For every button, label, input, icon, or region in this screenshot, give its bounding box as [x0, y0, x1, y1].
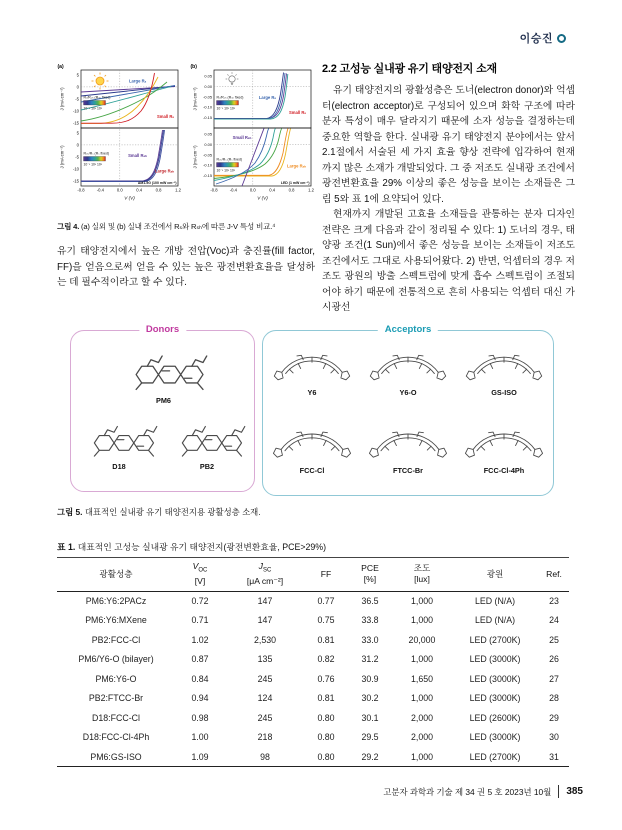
svg-text:5: 5: [76, 72, 79, 78]
svg-text:-0.15: -0.15: [203, 115, 212, 120]
col-pce: PCE [%]: [361, 563, 379, 584]
svg-text:0: 0: [76, 84, 79, 90]
svg-text:10⁻¹ 10¹ 10³: 10⁻¹ 10¹ 10³: [83, 162, 102, 167]
svg-text:-10: -10: [72, 108, 79, 114]
annotation-large-rs: Large Rₛ: [129, 78, 147, 84]
col-light-source: 광원: [486, 568, 504, 579]
svg-text:Rₛ/Rₛₕ (Rₛₕ fixed): Rₛ/Rₛₕ (Rₛₕ fixed): [83, 95, 111, 100]
left-body-text: 유기 태양전지에서 높은 개방 전압(Voc)과 충진률(fill factor, FF)을 얻음으로써 얻을 수 있는 높은 광전변환효율을 달성하는 데 필수적이라고 할 수 있다.: [57, 246, 315, 289]
author-block: [520, 30, 566, 46]
annotation-small-rsh: Small Rₛₕ: [232, 135, 252, 140]
svg-text:-15: -15: [72, 120, 79, 126]
col-lux: 조도 [lux]: [413, 563, 431, 584]
condition-label: AM1.5G (100 mW cm⁻²): [137, 181, 177, 185]
svg-text:1.2: 1.2: [175, 187, 181, 193]
svg-text:Rₛ/Rₛₕ (Rₛₕ fixed): Rₛ/Rₛₕ (Rₛₕ fixed): [216, 95, 244, 100]
paragraph-1: 유기 태양전지의 광활성층은 도너(electron donor)와 억셉터(electron acceptor)로 구성되어 있으며 화학 구조에 따라 분자 특성이 매우 달라지기 때문에 소자 성능을 결정하는데 중요한 역할을 한다. 실내광 유기 태양전지 분야에서는 앞서 2.1절에서 서술된 세 가지 효율 향상 전략에 입각하여 현재까지 많은 소재가 개발되었다. 그 중 저조도 실내광 조건에서 광전변환효율 29% 이상의 좋은 성능을 보이는 소재들은 그림 5와 표 1에 요약되어 있다.: [322, 85, 575, 205]
donors-label: Donors: [139, 324, 186, 335]
y-axis-ticks: [73, 72, 80, 183]
x-axis-title: V (V): [257, 195, 268, 201]
molecule-y6: [265, 345, 359, 397]
legend-rsh: [84, 152, 110, 167]
page-number: 385: [566, 786, 583, 797]
x-axis-title: V (V): [124, 195, 135, 201]
svg-text:-0.4: -0.4: [96, 187, 105, 193]
acceptors-box: [262, 324, 554, 496]
svg-text:0.00: 0.00: [204, 142, 212, 147]
svg-text:0.0: 0.0: [116, 187, 123, 193]
svg-text:0.05: 0.05: [204, 131, 212, 137]
table-row: D18:FCC-Cl-4Ph 1.00 218 0.80 29.5 2,000 LED (3000K) 30: [82, 732, 559, 743]
y-axis-title: J (mA cm⁻²): [59, 145, 65, 169]
table-row: PM6:Y6:2PACz 0.72 147 0.77 36.5 1,000 LED (N/A) 23: [85, 596, 559, 607]
annotation-large-rs: Large Rₛ: [258, 95, 276, 100]
figure-5-caption-label: 그림 5.: [57, 507, 83, 517]
annotation-small-rsh: Small Rₛₕ: [128, 153, 147, 158]
table-row: PM6:Y6-O 0.84 245 0.76 30.9 1,650 LED (3000K) 27: [95, 673, 559, 684]
panel-b-label: (b): [190, 64, 197, 70]
annotation-large-rsh: Large Rₛₕ: [155, 168, 175, 174]
footer-divider: [558, 785, 559, 798]
table-header-row: [57, 558, 569, 592]
col-ff: FF: [320, 568, 332, 579]
led-bulb-icon: [226, 72, 239, 84]
rsh-curve-family: [81, 130, 165, 182]
molecule-label: FTCC-Br: [393, 466, 423, 475]
svg-text:0.05: 0.05: [204, 73, 212, 79]
molecule-label: FCC-Cl: [299, 466, 325, 475]
condition-label: LED (1 mW cm⁻²): [280, 181, 310, 185]
molecule-label: Y6: [307, 388, 317, 397]
figure-5-caption-text: 대표적인 실내광 유기 태양전지용 광활성층 소재.: [84, 507, 261, 517]
figure-4-caption-text: (a) 실외 및 (b) 실내 조건에서 Rₛ와 Rₛₕ에 따른 J-V 특성 비교.⁴: [81, 222, 276, 231]
table-row: PB2:FCC-Cl 1.02 2,530 0.81 33.0 20,000 LED (2700K) 25: [91, 634, 559, 645]
molecule-fcc-cl-4ph: [457, 421, 551, 475]
table-1-title: [57, 540, 326, 553]
svg-text:-0.4: -0.4: [229, 187, 238, 193]
table-row: PB2:FTCC-Br 0.94 124 0.81 30.2 1,000 LED (3000K) 28: [88, 693, 559, 704]
annotation-small-rs: Small Rₛ: [289, 110, 306, 115]
orcid-icon: [557, 34, 566, 43]
svg-text:-0.15: -0.15: [203, 173, 212, 178]
molecule-label: FCC-Cl-4Ph: [483, 466, 525, 475]
x-axis-ticks: [210, 188, 314, 193]
svg-text:-0.8: -0.8: [77, 187, 85, 193]
legend-rs: [84, 96, 111, 111]
molecule-fcc-cl: [265, 421, 359, 475]
donors-box: [70, 324, 255, 492]
journal-info: 고분자 과학과 기술 제 34 권 5 호 2023년 10월: [383, 786, 552, 797]
table-row: D18:FCC-Cl 0.98 245 0.80 30.1 2,000 LED (2600K) 29: [92, 712, 559, 723]
annotation-small-rs: Small Rₛ: [157, 114, 174, 119]
annotation-large-rsh: Large Rₛₕ: [287, 163, 307, 169]
molecule-ftcc-br: [361, 421, 455, 475]
svg-text:-15: -15: [72, 178, 79, 184]
acceptors-label: Acceptors: [378, 324, 438, 335]
x-axis-ticks: [77, 188, 181, 193]
svg-text:0.00: 0.00: [204, 84, 212, 89]
table-row: PM6:Y6:MXene 0.71 147 0.75 33.8 1,000 LED (N/A) 24: [85, 615, 559, 626]
molecule-label: Y6-O: [399, 388, 417, 397]
figure-4-jv-plots: [57, 60, 315, 212]
col-active-layer: 광활성층: [99, 568, 133, 579]
legend-rs: [217, 96, 244, 111]
svg-text:1.2: 1.2: [308, 187, 314, 193]
svg-text:10⁻¹ 10¹ 10³: 10⁻¹ 10¹ 10³: [83, 106, 102, 111]
table-row: PM6:GS-ISO 1.09 98 0.80 29.2 1,000 LED (2700K) 31: [90, 751, 559, 762]
molecule-label: GS-ISO: [491, 388, 517, 397]
panel-a-label: (a): [57, 64, 64, 70]
section-heading: 2.2 고성능 실내광 유기 태양전지 소재: [322, 63, 497, 75]
svg-text:-0.05: -0.05: [203, 152, 212, 158]
col-ref: Ref.: [546, 568, 562, 579]
col-jsc: $J_{SC}$ [μA cm⁻²]: [246, 561, 284, 587]
molecule-label: PB2: [199, 462, 215, 471]
svg-text:0.0: 0.0: [249, 187, 256, 193]
figure-4-caption-label: 그림 4.: [57, 222, 80, 231]
svg-text:0.8: 0.8: [155, 187, 162, 193]
svg-text:10⁻¹ 10¹ 10³: 10⁻¹ 10¹ 10³: [216, 106, 235, 111]
svg-text:Rₛₕ/Rₛ (Rₛ fixed): Rₛₕ/Rₛ (Rₛ fixed): [83, 151, 110, 156]
legend-rsh: [217, 158, 243, 173]
table-1-title-label: 표 1.: [57, 542, 76, 552]
panel-b: [191, 64, 315, 201]
y-axis-title: J (mA cm⁻²): [192, 87, 198, 111]
panel-a: [58, 64, 182, 201]
svg-text:-0.8: -0.8: [210, 187, 218, 193]
figure-5-caption: [57, 506, 261, 518]
svg-text:-5: -5: [75, 96, 79, 102]
col-voc: $V_{OC}$ [V]: [192, 561, 208, 587]
table-row: PM6/Y6-O (bilayer) 0.87 135 0.82 31.2 1,000 LED (3000K) 26: [78, 654, 559, 665]
svg-text:0.4: 0.4: [269, 187, 276, 193]
svg-text:-0.10: -0.10: [203, 104, 212, 110]
y-axis-title: J (mA cm⁻²): [192, 145, 198, 169]
table-1-title-text: 대표적인 고성능 실내광 유기 태양전지(광전변환효율, PCE>29%): [77, 542, 327, 552]
left-column: [57, 60, 315, 291]
svg-text:5: 5: [76, 130, 79, 136]
page-footer: [383, 785, 583, 798]
y-axis-title: J (mA cm⁻²): [59, 87, 65, 111]
right-column: [322, 60, 575, 316]
table-1: [57, 557, 569, 767]
svg-text:0.8: 0.8: [288, 187, 295, 193]
molecule-y6-o: [361, 345, 455, 397]
molecule-pm6: [111, 343, 216, 405]
molecule-d18: [75, 415, 163, 471]
y-axis-ticks: [203, 74, 213, 178]
molecule-gs-iso: [457, 345, 551, 397]
svg-text:0.4: 0.4: [136, 187, 143, 193]
paragraph-2: 현재까지 개발된 고효율 소재들을 관통하는 분자 디자인 전략은 크게 다음과 같이 정리될 수 있다: 1) 도너의 경우, 태양광 조건(1 Sun)에서 좋은 성능을 보이는 소재들이 저조도 조건에서도 그대로 사용되어왔다. 2) 반면, 억셉터의 경우 저조도 광원의 방출 스펙트럼에 맞게 흡수 스펙트럼이 조절되어야 하기 때문에 전통적으로 흔히 사용되는 억셉터 대신 가시광선: [322, 209, 575, 313]
svg-text:0: 0: [76, 142, 79, 148]
molecule-label: PM6: [155, 396, 171, 405]
figure-4-caption: [57, 221, 315, 232]
figure-5: [62, 322, 562, 498]
svg-text:Rₛₕ/Rₛ (Rₛ fixed): Rₛₕ/Rₛ (Rₛ fixed): [216, 157, 243, 162]
molecule-pb2: [163, 415, 251, 471]
svg-text:-0.10: -0.10: [203, 162, 212, 168]
svg-text:-0.05: -0.05: [203, 94, 212, 100]
author-name: 이승진: [519, 33, 553, 45]
svg-text:-5: -5: [75, 154, 79, 160]
molecule-label: D18: [112, 462, 126, 471]
svg-text:10⁻¹ 10¹ 10³: 10⁻¹ 10¹ 10³: [216, 168, 235, 173]
svg-text:-10: -10: [72, 166, 79, 172]
